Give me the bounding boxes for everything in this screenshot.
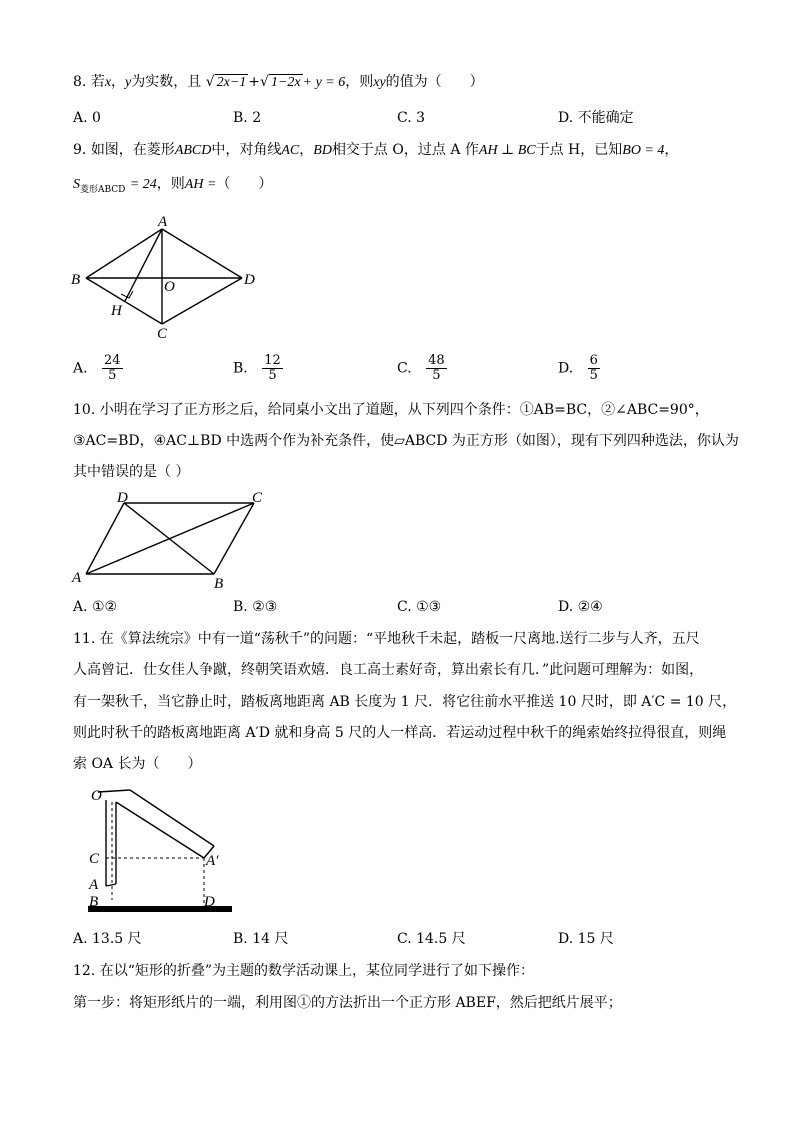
q10-label-c: C (252, 490, 263, 506)
q11-stem-line4: 则此时秋千的踏板离地距离 A′D 就和身高 5 尺的人一样高．若运动过程中秋千的绳索始终拉得很直，则绳 (73, 725, 727, 741)
q10-diagonal-bd (124, 503, 214, 574)
q9-altitude-ah (125, 229, 162, 301)
q11-option-b[interactable]: B. 14 尺 (233, 931, 289, 947)
q10-label-d: D (117, 490, 128, 506)
q11-option-a[interactable]: A. 13.5 尺 (73, 931, 142, 947)
q10-option-c[interactable]: C. ①③ (397, 599, 442, 615)
q9-option-c[interactable]: C. $\frac{48}{5}$ (397, 353, 445, 383)
q11-label-a-prime: A′ (206, 853, 219, 869)
q9-side-cb (86, 278, 162, 324)
q8-option-b[interactable]: B. 2 (233, 110, 262, 126)
q9-right-angle-mark (121, 291, 133, 298)
q9-side-ad (162, 229, 242, 278)
q10-label-b: B (214, 576, 224, 592)
q10-side-da (86, 503, 124, 574)
q10-option-d[interactable]: D. ②④ (558, 599, 603, 615)
q8-option-d[interactable]: D. 不能确定 (558, 110, 634, 126)
q8-option-a[interactable]: A. 0 (73, 110, 101, 126)
q11-stem-line1: 11. 在《算法统宗》中有一道“荡秋千”的问题：“平地秋千未起，踏板一尺离地.送行二步与人齐，五尺 (73, 631, 700, 647)
q10-parallelogram-figure (66, 486, 276, 592)
q8-stem: 8. 若x，y为实数，且 √ 2x−1 +√ 1−2x + y = 6，则xy的值为（ ） (73, 74, 484, 90)
q9-rhombus-figure (66, 212, 266, 342)
q9-label-a: A (158, 214, 168, 230)
q9-label-o: O (164, 279, 175, 295)
q10-option-a[interactable]: A. ①② (73, 599, 118, 615)
q11-label-c: C (89, 851, 100, 867)
q11-label-d: D (204, 894, 215, 910)
q11-option-c[interactable]: C. 14.5 尺 (397, 931, 466, 947)
q9-side-ab (86, 229, 162, 278)
q10-label-a: A (72, 570, 82, 586)
q9-option-b[interactable]: B. $\frac{12}{5}$ (233, 353, 281, 383)
q9-option-d[interactable]: D. $\frac{6}{5}$ (558, 353, 598, 383)
q9-label-h: H (111, 303, 122, 319)
q11-stem-line5: 索 OA 长为（ ） (73, 756, 202, 772)
q11-label-a: A (89, 877, 99, 893)
q10-stem-line1: 10. 小明在学习了正方形之后，给同桌小文出了道题，从下列四个条件：①AB=BC，②∠ABC=90°， (73, 402, 709, 418)
q12-stem-line1: 12. 在以“矩形的折叠”为主题的数学活动课上，某位同学进行了如下操作： (73, 963, 535, 979)
q10-stem-line2: ③AC=BD，④AC⊥BD 中选两个作为补充条件，使▱ABCD 为正方形（如图），现有下列四种选法，你认为 (73, 433, 739, 449)
q11-stem-line2: 人高曾记．仕女佳人争蹴，终朝笑语欢嬉．良工高士素好奇，算出索长有几．”此问题可理解为：如图， (73, 662, 704, 678)
q11-board (106, 884, 116, 886)
q11-stem-line3: 有一架秋千，当它静止时，踏板离地距离 AB 长度为 1 尺．将它往前水平推送 10 尺时，即 A′C = 10 尺， (73, 694, 737, 710)
q12-stem-line2: 第一步：将矩形纸片的一端，利用图①的方法折出一个正方形 ABEF，然后把纸片展平； (73, 995, 622, 1011)
q8-option-c[interactable]: C. 3 (397, 110, 426, 126)
q11-rope-top-bar (98, 790, 130, 792)
q11-label-b: B (89, 894, 99, 910)
q11-swing-figure (76, 784, 246, 918)
q9-stem-line2: $S_{菱形ABCD} = 24$，则AH =（ ） (73, 176, 273, 195)
q10-side-bc (214, 503, 254, 574)
q9-stem-line1: 9. 如图，在菱形ABCD中，对角线AC，BD相交于点 O，过点 A 作AH ⊥ BC于点 H，已知BO = 4， (73, 142, 679, 158)
q9-label-c: C (157, 326, 168, 342)
q10-option-b[interactable]: B. ②③ (233, 599, 278, 615)
q10-stem-line3: 其中错误的是（ ） (73, 464, 190, 480)
q11-label-o: O (91, 788, 102, 804)
q9-label-b: B (71, 272, 81, 288)
q9-option-a[interactable]: A. $\frac{24}{5}$ (73, 353, 121, 383)
q9-label-d: D (244, 272, 255, 288)
q11-option-d[interactable]: D. 15 尺 (558, 931, 614, 947)
